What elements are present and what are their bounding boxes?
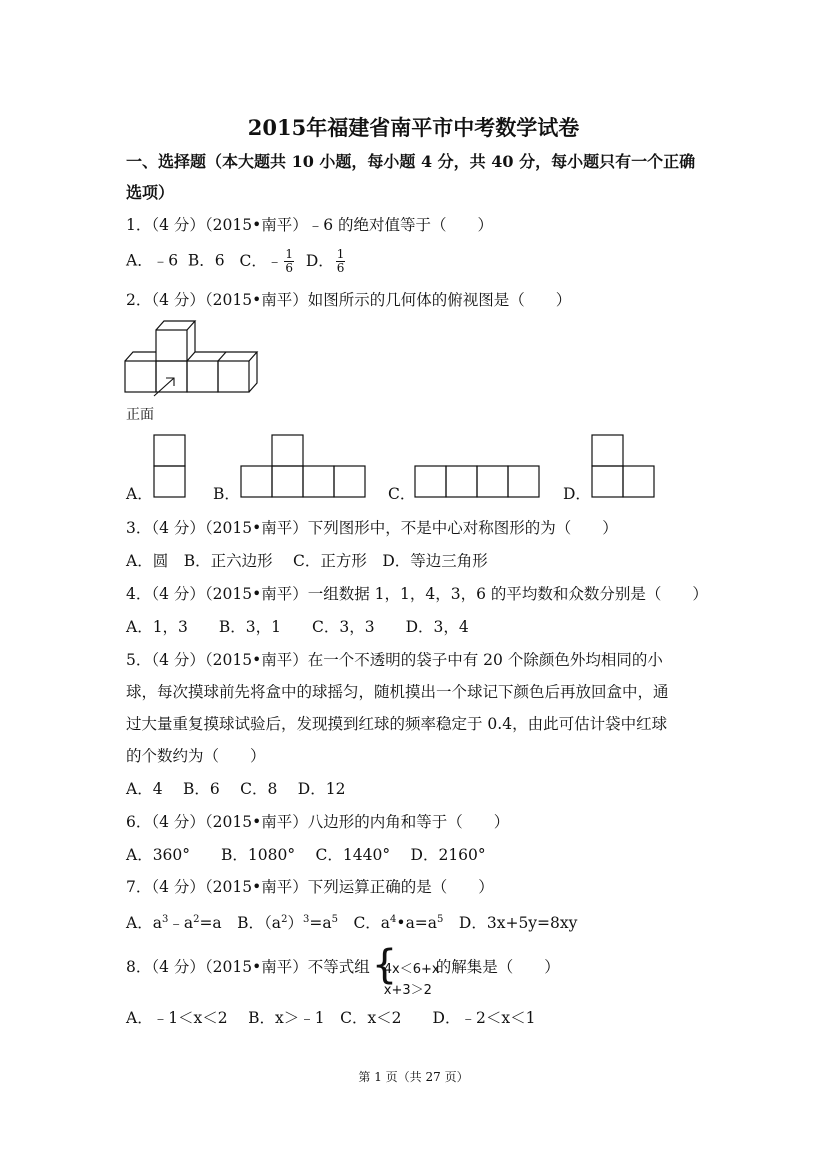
option-b-figure — [240, 434, 366, 498]
question-5-options: A．4 B．6 C．8 D．12 — [126, 780, 346, 798]
question-2-stem: 2．（4 分）（2015•南平）如图所示的几何体的俯视图是（ ） — [126, 291, 572, 309]
question-5-line4: 的个数约为（ ） — [126, 747, 266, 765]
question-1-options — [126, 248, 347, 275]
question-8-options: A．﹣1＜x＜2 B．x＞﹣1 C．x＜2 D．﹣2＜x＜1 — [126, 1009, 536, 1027]
question-5-line1: 5．（4 分）（2015•南平）在一个不透明的袋子中有 20 个除颜色外均相同的小 — [126, 651, 663, 669]
option-d-figure — [591, 434, 655, 498]
question-3-options: A．圆 B．正六边形 C．正方形 D．等边三角形 — [126, 552, 488, 570]
question-7-options: A．$a^3﹣a^2=a$ B．$(a^2)^3=a^5$ C．$a^4•a=a^5$ D．3x+5y=8xy — [126, 914, 578, 933]
question-7-stem: 7．（4 分）（2015•南平）下列运算正确的是（ ） — [126, 878, 494, 896]
option-c: C．﹣ $\frac{1}{6}$ — [239, 247, 293, 275]
question-4-stem: 4．（4 分）（2015•南平）一组数据 1，1，4，3，6 的平均数和众数分别是（ ） — [126, 585, 708, 603]
page-footer: 第 1 页（共 27 页） — [358, 1070, 469, 1084]
fraction: $\frac{1}{6}$ — [285, 247, 293, 275]
option-a-figure — [153, 434, 187, 498]
option-c-figure — [414, 465, 541, 498]
option-c: C． — [388, 485, 416, 503]
question-8-stem: 8．（4 分）（2015•南平）不等式组 { 4x＜6+x x+3＞2 的解集是（ ） — [126, 942, 560, 998]
option-b: B． — [213, 485, 240, 503]
option-a: A．﹣6 — [126, 251, 179, 270]
solid-figure — [124, 320, 264, 400]
option-b: B．6 — [187, 251, 225, 270]
question-3-stem: 3．（4 分）（2015•南平）下列图形中，不是中心对称图形的为（ ） — [126, 519, 618, 537]
question-5-line2: 球，每次摸球前先将盒中的球摇匀，随机摸出一个球记下颜色后再放回盒中，通 — [126, 683, 669, 701]
question-5-line3: 过大量重复摸球试验后，发现摸到红球的频率稳定于 0.4，由此可估计袋中红球 — [126, 715, 668, 733]
question-1-stem: 1．（4 分）（2015•南平）﹣6 的绝对值等于（ ） — [126, 216, 494, 234]
question-4-options: A．1，3 B．3，1 C．3，3 D．3，4 — [126, 618, 469, 636]
section-heading: 一、选择题（本大题共 10 小题，每小题 4 分，共 40 分，每小题只有一个正确 — [126, 152, 696, 171]
fraction: $\frac{1}{6}$ — [336, 247, 345, 275]
option-d: D． $\frac{1}{6}$ — [305, 247, 345, 275]
question-6-stem: 6．（4 分）（2015•南平）八边形的内角和等于（ ） — [126, 813, 510, 831]
option-a: A． — [126, 485, 153, 503]
section-heading-cont: 选项） — [126, 183, 175, 202]
page-title: 2015年福建省南平市中考数学试卷 — [247, 115, 580, 140]
option-d: D． — [563, 485, 591, 503]
figure-label: 正面 — [126, 407, 154, 423]
inequality-system: { 4x＜6+x x+3＞2 — [371, 942, 440, 998]
question-6-options: A．360° B．1080° C．1440° D．2160° — [126, 846, 486, 864]
